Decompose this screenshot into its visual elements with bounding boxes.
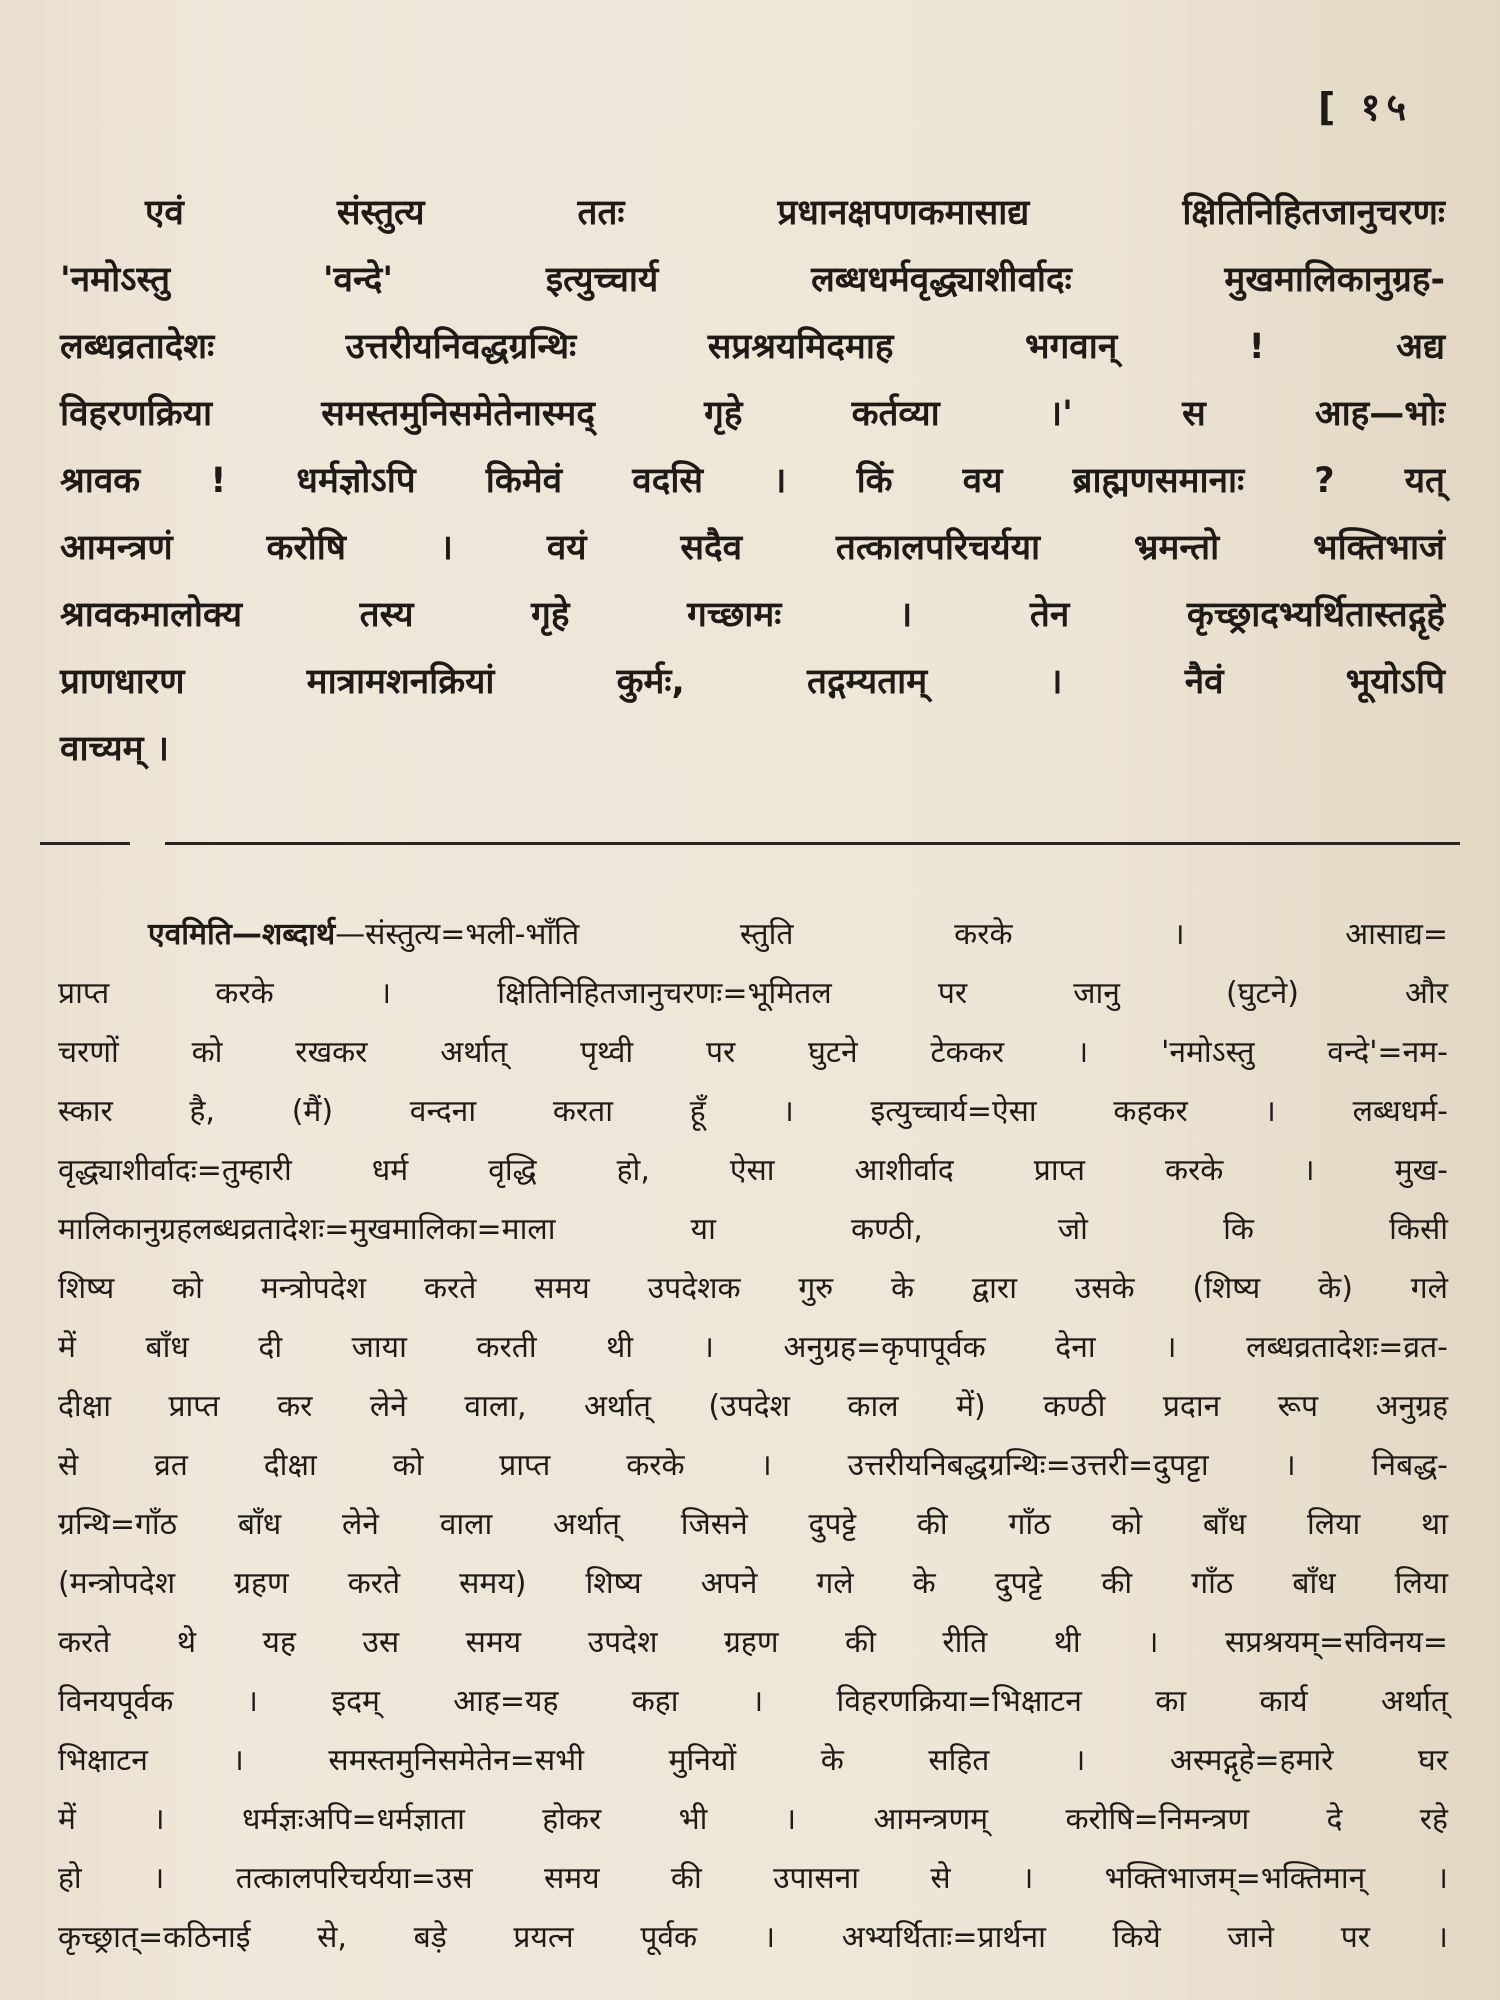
commentary-line: प्राप्त करके । क्षितिनिहितजानुचरणः=भूमितल पर जानु (घुटने) और <box>58 976 1448 1011</box>
commentary-line: वृद्ध्याशीर्वादः=तुम्हारी धर्म वृद्धि हो, ऐसा आशीर्वाद प्राप्त करके । मुख- <box>58 1153 1448 1188</box>
commentary-line: करते थे यह उस समय उपदेश ग्रहण की रीति थी । सप्रश्रयम्=सविनय= <box>58 1625 1448 1660</box>
verse-line: वाच्यम् । <box>60 729 170 769</box>
commentary-heading: एवमिति—शब्दार्थ <box>148 917 336 952</box>
page-number: [ १५ <box>1318 85 1413 129</box>
verse-line: विहरणक्रिया समस्तमुनिसमेतेनास्मद् गृहे कर्तव्या ।' स आह—भोः <box>60 394 1445 434</box>
verse-line: एवं संस्तुत्य ततः प्रधानक्षपणकमासाद्य क्षितिनिहितजानुचरणः <box>145 193 1445 233</box>
commentary-line: भिक्षाटन । समस्तमुनिसमेतेन=सभी मुनियों के सहित । अस्मद्गृहे=हमारे घर <box>58 1743 1448 1778</box>
commentary-line: से व्रत दीक्षा को प्राप्त करके । उत्तरीयनिबद्धग्रन्थिः=उत्तरी=दुपट्टा । निबद्ध- <box>58 1448 1448 1483</box>
verse-block <box>60 180 1445 783</box>
commentary-line: में । धर्मज्ञःअपि=धर्मज्ञाता होकर भी । आमन्त्रणम् करोषि=निमन्त्रण दे रहे <box>58 1802 1448 1837</box>
commentary-line: विनयपूर्वक । इदम् आह=यह कहा । विहरणक्रिया=भिक्षाटन का कार्य अर्थात् <box>58 1684 1448 1719</box>
commentary-block <box>58 905 1448 1967</box>
verse-line: श्रावकमालोक्य तस्य गृहे गच्छामः । तेन कृच्छ्रादभ्यर्थितास्तद्गृहे <box>60 595 1445 635</box>
verse-line: 'नमोऽस्तु 'वन्दे' इत्युच्चार्य लब्धधर्मवृद्ध्याशीर्वादः मुखमालिकानुग्रह- <box>60 260 1445 300</box>
commentary-line: ग्रन्थि=गाँठ बाँध लेने वाला अर्थात् जिसने दुपट्टे की गाँठ को बाँध लिया था <box>58 1507 1448 1542</box>
divider-gap <box>130 842 165 845</box>
commentary-line: कृच्छ्रात्=कठिनाई से, बड़े प्रयत्न पूर्वक । अभ्यर्थिताः=प्रार्थना किये जाने पर । <box>58 1920 1448 1955</box>
verse-line: प्राणधारण मात्रामशनक्रियां कुर्मः, तद्गम्यताम् । नैवं भूयोऽपि <box>60 662 1445 702</box>
commentary-line: चरणों को रखकर अर्थात् पृथ्वी पर घुटने टेककर । 'नमोऽस्तु वन्दे'=नम- <box>58 1035 1448 1070</box>
commentary-line: (मन्त्रोपदेश ग्रहण करते समय) शिष्य अपने गले के दुपट्टे की गाँठ बाँध लिया <box>58 1566 1448 1601</box>
section-divider <box>40 842 1460 845</box>
commentary-line: स्कार है, (मैं) वन्दना करता हूँ । इत्युच्चार्य=ऐसा कहकर । लब्धधर्म- <box>58 1094 1448 1129</box>
verse-line: श्रावक ! धर्मज्ञोऽपि किमेवं वदसि । किं वय ब्राह्मणसमानाः ? यत् <box>60 461 1445 501</box>
commentary-line: शिष्य को मन्त्रोपदेश करते समय उपदेशक गुरु के द्वारा उसके (शिष्य के) गले <box>58 1271 1448 1306</box>
commentary-line: हो । तत्कालपरिचर्यया=उस समय की उपासना से । भक्तिभाजम्=भक्तिमान् । <box>58 1861 1448 1896</box>
commentary-first-text: —संस्तुत्य=भली-भाँति स्तुति करके । आसाद्य= <box>335 917 1448 952</box>
commentary-line: दीक्षा प्राप्त कर लेने वाला, अर्थात् (उपदेश काल में) कण्ठी प्रदान रूप अनुग्रह <box>58 1389 1448 1424</box>
commentary-line: मालिकानुग्रहलब्धव्रतादेशः=मुखमालिका=माला या कण्ठी, जो कि किसी <box>58 1212 1448 1247</box>
verse-line: लब्धव्रतादेशः उत्तरीयनिवद्धग्रन्थिः सप्रश्रयमिदमाह भगवान् ! अद्य <box>60 327 1445 367</box>
commentary-line <box>58 905 1448 964</box>
verse-line: आमन्त्रणं करोषि । वयं सदैव तत्कालपरिचर्यया भ्रमन्तो भक्तिभाजं <box>60 528 1445 568</box>
commentary-line: में बाँध दी जाया करती थी । अनुग्रह=कृपापूर्वक देना । लब्धव्रतादेशः=व्रत- <box>58 1330 1448 1365</box>
